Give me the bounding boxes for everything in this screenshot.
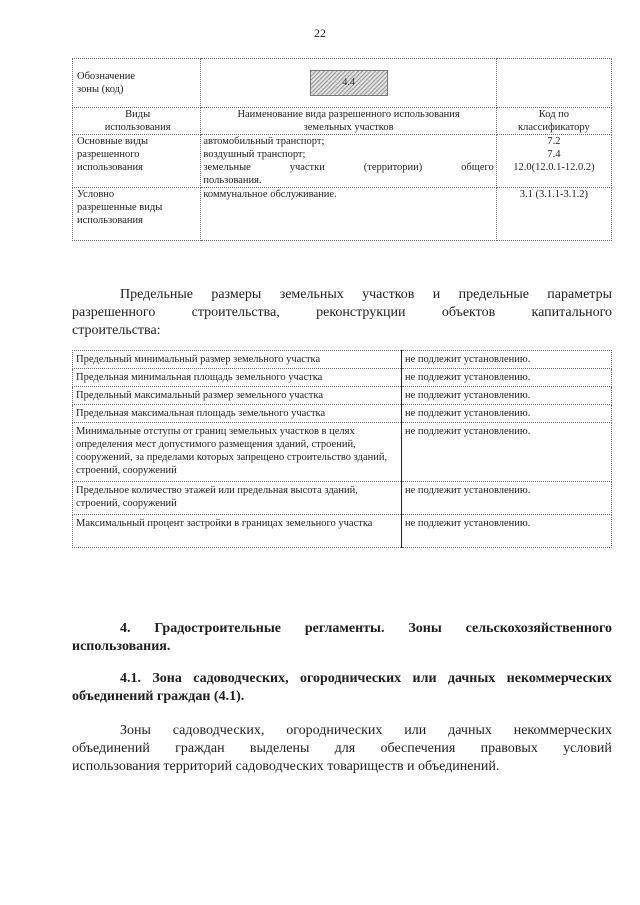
table-row xyxy=(73,405,612,423)
limit-value: не подлежит установлению. xyxy=(402,423,612,482)
limit-param: Предельное количество этажей или предельная высота зданий, строений, сооружений xyxy=(73,482,402,515)
limit-param: Минимальные отступы от границ земельных участков в целях определения мест допустимого размещения зданий, строений, сооружений, за пределами которых запрещено строительство зданий, строений, сооружений xyxy=(73,423,402,482)
limits-intro-paragraph: Предельные размеры земельных участков и предельные параметры разрешенного строительства, реконструкции объектов капитального строительства: xyxy=(72,287,612,338)
header-classifier-code: Код по классификатору xyxy=(496,108,611,135)
section-4-heading: 4. Градостроительные регламенты. Зоны сельскохозяйственного использования. xyxy=(72,621,612,654)
limit-param: Предельный минимальный размер земельного участка xyxy=(73,351,402,369)
limit-value: не подлежит установлению. xyxy=(402,405,612,423)
zone-usage-table xyxy=(72,58,612,241)
table-row xyxy=(73,423,612,482)
limit-value: не подлежит установлению. xyxy=(402,351,612,369)
header-usage-name: Наименование вида разрешенного использования земельных участков xyxy=(201,108,496,135)
table-header-row xyxy=(73,108,612,135)
table-row xyxy=(73,369,612,387)
table-row xyxy=(73,482,612,515)
limit-value: не подлежит установлению. xyxy=(402,369,612,387)
table-row xyxy=(73,135,612,188)
limit-value: не подлежит установлению. xyxy=(402,515,612,548)
section-4-1-heading: 4.1. Зона садоводческих, огороднических или дачных некоммерческих объединений граждан (4.1). xyxy=(72,671,612,704)
table-row xyxy=(73,515,612,548)
zone-code-badge: 4.4 xyxy=(310,70,388,96)
limit-value: не подлежит установлению. xyxy=(402,387,612,405)
classifier-codes-conditional: 3.1 (3.1.1-3.1.2) xyxy=(496,188,611,241)
usage-names-main: автомобильный транспорт; воздушный транспорт; земельные участки (территории) общего пользования. xyxy=(201,135,496,188)
table-row xyxy=(73,387,612,405)
classifier-codes-main: 7.2 7.4 12.0(12.0.1-12.0.2) xyxy=(496,135,611,188)
zone-empty-cell xyxy=(496,59,611,108)
header-usage-kinds: Виды использования xyxy=(73,108,201,135)
zone-designation-label: Обозначение зоны (код) xyxy=(73,59,201,108)
usage-names-conditional: коммунальное обслуживание. xyxy=(201,188,496,241)
zone-description-paragraph: Зоны садоводческих, огороднических или дачных некоммерческих объединений граждан выделены для обеспечения правовых условий использования территорий садоводческих товариществ и объединений. xyxy=(72,723,612,774)
usage-kind-conditional: Условно разрешенные виды использования xyxy=(73,188,201,241)
zone-code-cell xyxy=(201,59,496,108)
limit-value: не подлежит установлению. xyxy=(402,482,612,515)
limit-param: Предельная минимальная площадь земельного участка xyxy=(73,369,402,387)
zone-code-row xyxy=(73,59,612,108)
limit-param: Предельная максимальная площадь земельного участка xyxy=(73,405,402,423)
table-row xyxy=(73,351,612,369)
page-number: 22 xyxy=(314,26,326,40)
limits-table xyxy=(72,350,612,548)
usage-kind-main: Основные виды разрешенного использования xyxy=(73,135,201,188)
table-row xyxy=(73,188,612,241)
limit-param: Предельный максимальный размер земельного участка xyxy=(73,387,402,405)
limit-param: Максимальный процент застройки в границах земельного участка xyxy=(73,515,402,548)
